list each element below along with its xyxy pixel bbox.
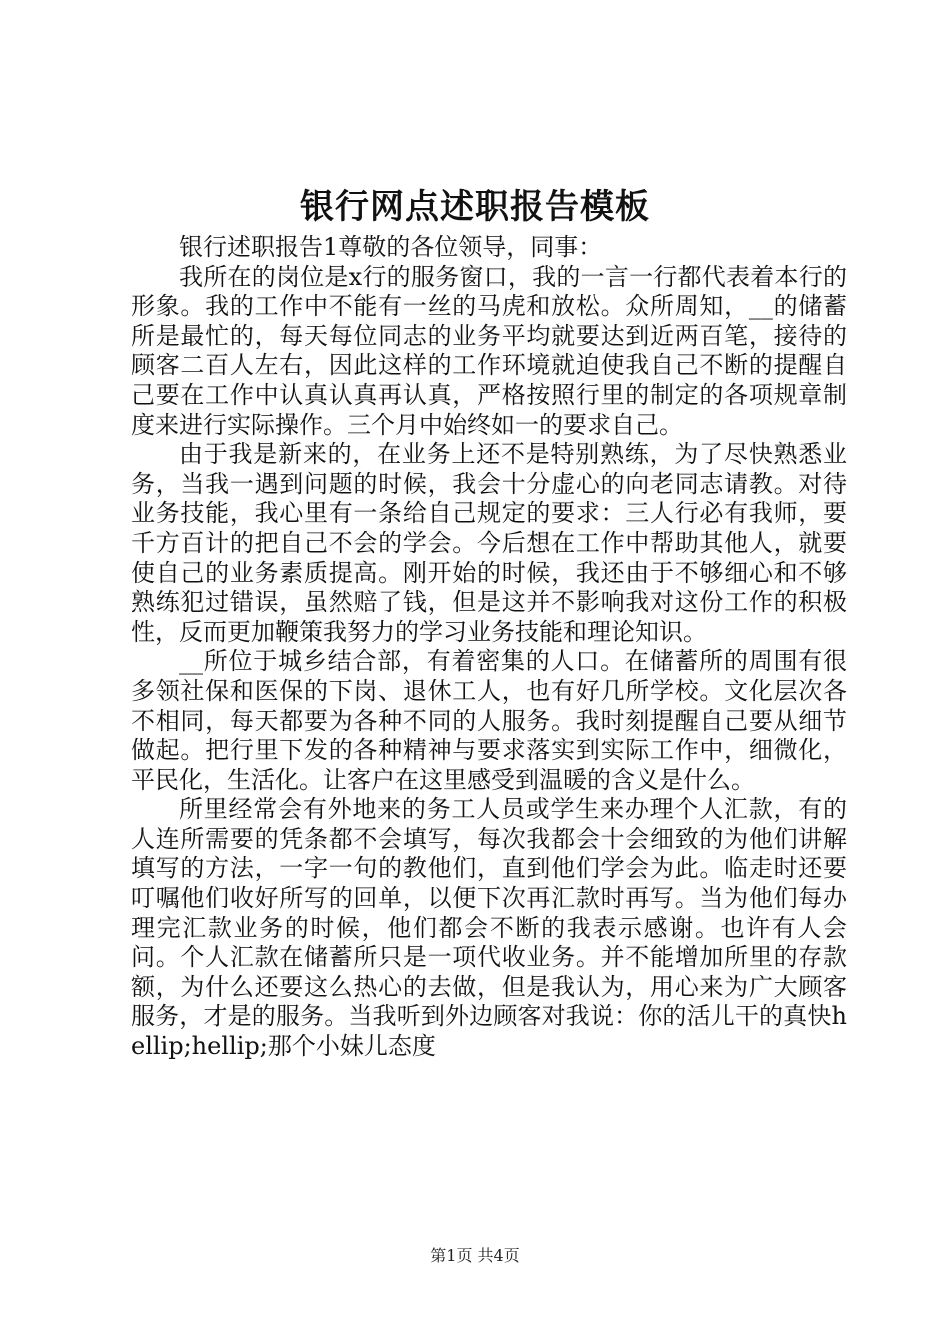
- document-title: 银行网点述职报告模板: [300, 187, 650, 227]
- document-body: [131, 233, 847, 1062]
- paragraph-2: 由于我是新来的，在业务上还不是特别熟练，为了尽快熟悉业务，当我一遇到问题的时候，我会十分虚心的向老同志请教。对待业务技能，我心里有一条给自己规定的要求：三人行必有我师，要千方百计的把自己不会的学会。今后想在工作中帮助其他人，就要使自己的业务素质提高。刚开始的时候，我还由于不够细心和不够熟练犯过错误，虽然赔了钱，但是这并不影响我对这份工作的积极性，反而更加鞭策我努力的学习业务技能和理论知识。: [131, 440, 847, 646]
- paragraph-1: 我所在的岗位是x行的服务窗口，我的一言一行都代表着本行的形象。我的工作中不能有一丝的马虎和放松。众所周知，__的储蓄所是最忙的，每天每位同志的业务平均就要达到近两百笔，接待的顾客二百人左右，因此这样的工作环境就迫使我自己不断的提醒自己要在工作中认真认真再认真，严格按照行里的制定的各项规章制度来进行实际操作。三个月中始终如一的要求自己。: [131, 262, 847, 439]
- paragraph-4: 所里经常会有外地来的务工人员或学生来办理个人汇款，有的人连所需要的凭条都不会填写，每次我都会十会细致的为他们讲解填写的方法，一字一句的教他们，直到他们学会为此。临走时还要叮嘱他们收好所写的回单，以便下次再汇款时再写。当为他们每办理完汇款业务的时候，他们都会不断的我表示感谢。也许有人会问。个人汇款在储蓄所只是一项代收业务。并不能增加所里的存款额，为什么还要这么热心的去做，但是我认为，用心来为广大顾客服务，才是的服务。当我听到外边顾客对我说：你的活儿干的真快hellip;hellip;那个小妹儿态度: [131, 795, 847, 1061]
- paragraph-3: __所位于城乡结合部，有着密集的人口。在储蓄所的周围有很多领社保和医保的下岗、退休工人，也有好几所学校。文化层次各不相同，每天都要为各种不同的人服务。我时刻提醒自己要从细节做起。把行里下发的各种精神与要求落实到实际工作中，细微化，平民化，生活化。让客户在这里感受到温暖的含义是什么。: [131, 647, 847, 794]
- paragraph-greeting: 银行述职报告1尊敬的各位领导，同事：: [179, 233, 603, 261]
- page-footer: 第1页 共4页: [430, 1246, 520, 1265]
